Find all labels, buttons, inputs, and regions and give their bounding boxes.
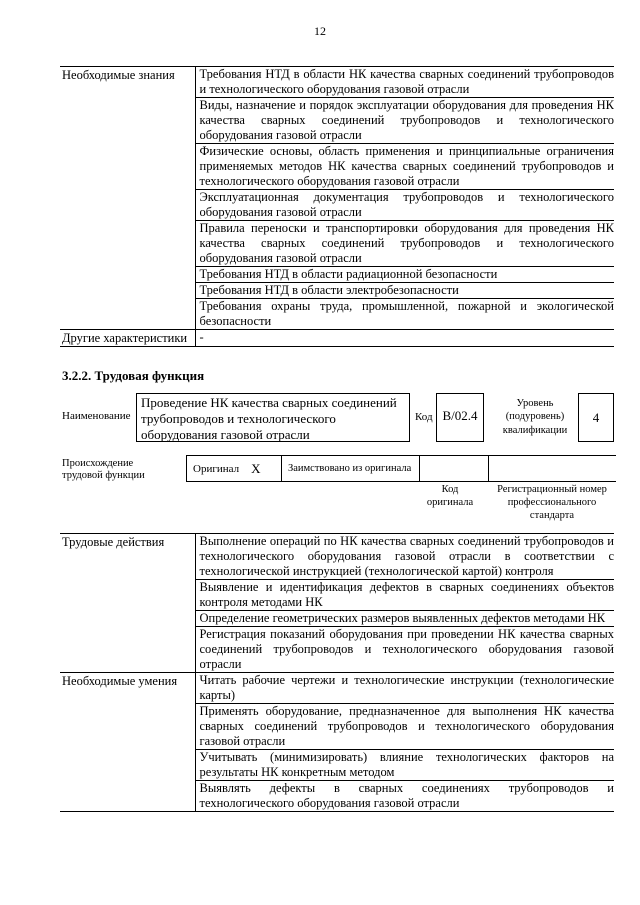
actions-table	[60, 533, 614, 812]
knowledge-item: Требования НТД в области электробезопасности	[195, 283, 614, 299]
name-label: Наименование	[62, 410, 131, 422]
knowledge-item: Физические основы, область применения и принципиальные ограничения применяемых методов НК качества сварных соединений трубопроводов и технологического оборудования газовой отрасли	[195, 144, 614, 190]
knowledge-table	[60, 66, 614, 347]
action-item: Выполнение операций по НК качества сварных соединений трубопроводов и технологического оборудования газовой отрасли в соответствии с технологической инструкцией (технологической картой) контроля	[195, 534, 614, 580]
skill-item: Читать рабочие чертежи и технологические инструкции (технологические карты)	[195, 673, 614, 704]
knowledge-item: Требования охраны труда, промышленной, пожарной и экологической безопасности	[195, 299, 614, 330]
knowledge-item: Виды, назначение и порядок эксплуатации оборудования для проведения НК качества сварных соединений трубопроводов и технологического оборудования газовой отрасли	[195, 98, 614, 144]
knowledge-item: Правила переноски и транспортировки оборудования для проведения НК качества сварных соединений трубопроводов и технологического оборудования газовой отрасли	[195, 221, 614, 267]
code-label: Код	[415, 411, 433, 423]
original-cell	[187, 456, 282, 481]
table-row	[60, 673, 614, 704]
skill-item: Выявлять дефекты в сварных соединениях трубопроводов и технологического оборудования газовой отрасли	[195, 781, 614, 812]
borrowed-label: Заимствовано из оригинала	[288, 463, 412, 474]
table-row	[60, 67, 614, 98]
section-heading: 3.2.2. Трудовая функция	[62, 368, 205, 383]
level-label: Уровень (подуровень) квалификации	[502, 397, 568, 436]
page-number: 12	[314, 24, 326, 38]
skills-label: Необходимые умения	[60, 673, 195, 812]
knowledge-item: Требования НТД в области НК качества сварных соединений трубопроводов и технологического оборудования газовой отрасли	[195, 67, 614, 98]
level-box	[578, 393, 614, 442]
knowledge-item: Эксплуатационная документация трубопроводов и технологического оборудования газовой отрасли	[195, 190, 614, 221]
action-item: Определение геометрических размеров выявленных дефектов методами НК	[195, 611, 614, 627]
origin-label: Происхождение трудовой функции	[62, 458, 145, 481]
knowledge-item: Требования НТД в области радиационной безопасности	[195, 267, 614, 283]
table-row	[60, 534, 614, 580]
borrowed-cell	[282, 456, 420, 481]
action-item: Выявление и идентификация дефектов в сварных соединениях объектов контроля методами НК	[195, 580, 614, 611]
code-original-cell	[420, 456, 489, 481]
skill-item: Применять оборудование, предназначенное для выполнения НК качества сварных соединений трубопроводов и технологического оборудования газовой отрасли	[195, 704, 614, 750]
action-item: Регистрация показаний оборудования при проведении НК качества сварных соединений трубопроводов и технологического оборудования газовой отрасли	[195, 627, 614, 673]
function-name: Проведение НК качества сварных соединений трубопроводов и технологического оборудования газовой отрасли	[141, 395, 397, 442]
knowledge-label: Необходимые знания	[60, 67, 195, 330]
reg-number-caption: Регистрационный номер профессионального стандарта	[497, 484, 607, 521]
table-row	[60, 330, 614, 347]
origin-table	[186, 455, 616, 482]
code-box	[436, 393, 484, 442]
original-mark: X	[251, 460, 261, 476]
actions-label: Трудовые действия	[60, 534, 195, 673]
name-box	[136, 393, 410, 442]
code-original-caption: Код оригинала	[426, 484, 474, 508]
other-label: Другие характеристики	[60, 330, 195, 347]
level-value: 4	[592, 409, 600, 425]
code-value: B/02.4	[442, 408, 478, 423]
reg-number-cell	[489, 456, 617, 481]
skill-item: Учитывать (минимизировать) влияние технологических факторов на результаты НК конкретным методом	[195, 750, 614, 781]
other-value: -	[195, 330, 614, 347]
original-label: Оригинал	[193, 462, 240, 475]
